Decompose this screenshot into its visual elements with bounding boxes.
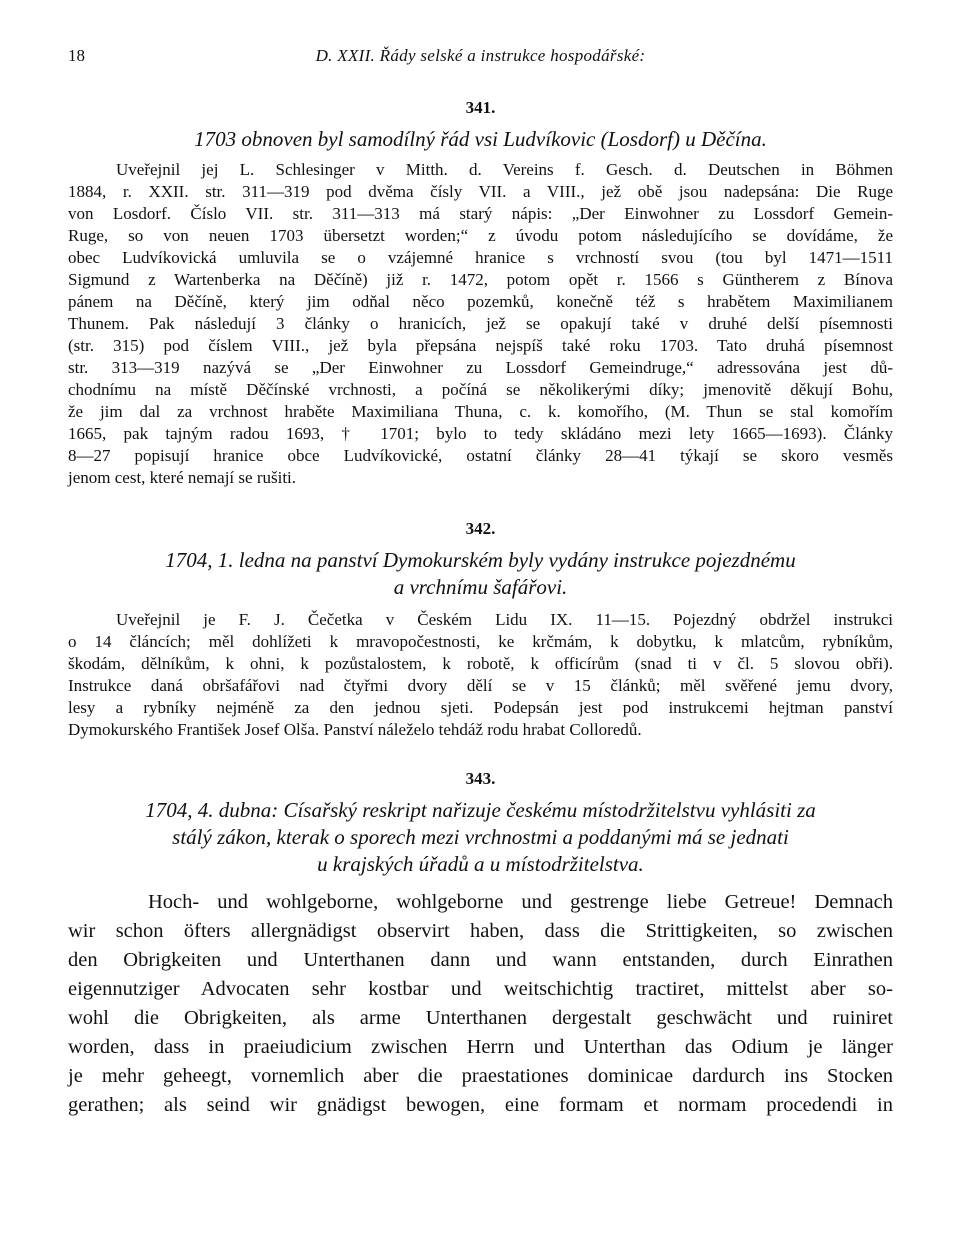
body-line: pánem na Děčíně, který jim odňal něco pozemků, konečně též s hrabětem Maximilianem — [68, 292, 893, 311]
body-line: Hoch- und wohlgeborne, wohlgeborne und gestrenge liebe Getreue! Demnach — [148, 891, 893, 913]
section-title — [68, 547, 893, 601]
page-number: 18 — [68, 46, 85, 65]
body-line: škodám, dělníkům, k ohni, k pozůstalostem, k robotě, k officírům (snad ti v čl. 5 slovou obři). — [68, 654, 893, 673]
body-line: str. 313—319 nazývá se „Der Einwohner zu Lossdorf Gemeindruge,“ adressována jest dů- — [68, 358, 893, 377]
body-line: den Obrigkeiten und Unterthanen dann und wann entstanden, durch Einrathen — [68, 949, 893, 971]
section-title — [68, 797, 893, 878]
body-line: wohl die Obrigkeiten, als arme Unterthanen dergestalt geschwächt und ruiniret — [68, 1007, 893, 1029]
body-line: 1884, r. XXII. str. 311—319 pod dvěma čísly VII. a VIII., jež obě jsou nadepsána: Die Ruge — [68, 182, 893, 201]
document-page — [68, 40, 893, 1120]
body-line: obec Ludvíkovická umluvila se o vzájemné hranice s vrchností svou (tou byl 1471—1511 — [68, 248, 893, 267]
body-line: gerathen; als seind wir gnädigst bewogen, eine formam et normam procedendi in — [68, 1094, 893, 1116]
running-title: D. XXII. Řády selské a instrukce hospodářské: — [315, 46, 646, 65]
body-line: eigennutziger Advocaten sehr kostbar und weitschichtig tractiret, mittelst aber so- — [68, 978, 893, 1000]
body-line: Thunem. Pak následují 3 články o hranicích, jež se opakují také v druhé delší písemnosti — [68, 314, 893, 333]
section-title — [68, 126, 893, 153]
section-number: 343. — [465, 769, 496, 788]
body-line: von Losdorf. Číslo VII. str. 311—313 má starý nápis: „Der Einwohner zu Lossdorf Gemein- — [68, 204, 893, 223]
body-line: Ruge, so von neuen 1703 übersetzt worden;“ z úvodu potom následujícího se dovídáme, že — [68, 226, 893, 245]
body-line: chodnímu na místě Děčínské vrchnosti, a počíná se několikerými díky; jmenovitě děkují Bohu, — [68, 380, 893, 399]
section-title-line: 1704, 1. ledna na panství Dymokurském byly vydány instrukce pojezdnému — [165, 548, 796, 572]
body-line: Instrukce daná obršafářovi nad čtyřmi dvory dělí se v 15 článků; měl svěřené jemu dvory, — [68, 676, 893, 695]
section-body — [68, 609, 893, 741]
body-line: o 14 článcích; měl dohlížeti k mravopočestnosti, ke krčmám, k dobytku, k mlatcům, rybníkům, — [68, 632, 893, 651]
body-line: worden, dass in praeiudicium zwischen Herrn und Unterthan das Odium je länger — [68, 1036, 893, 1058]
section-body — [68, 159, 893, 489]
body-line: že jim dal za vrchnost hraběte Maximiliana Thuna, c. k. komořího, (M. Thun se stal komořím — [68, 402, 893, 421]
body-line: lesy a rybníky nejméně za den jednou sjeti. Podepsán jest pod instrukcemi hejtman panství — [68, 698, 893, 717]
section-title-line: a vrchnímu šafářovi. — [393, 575, 568, 599]
body-line: Uveřejnil je F. J. Čečetka v Českém Lidu IX. 11—15. Pojezdný obdržel instrukci — [116, 610, 893, 629]
body-line: wir schon öfters allergnädigst observirt haben, dass die Strittigkeiten, so zwischen — [68, 920, 893, 942]
running-header — [68, 40, 893, 80]
body-line: 1665, pak tajným radou 1693, † 1701; bylo to tedy skládáno mezi lety 1665—1693). Články — [68, 424, 893, 443]
body-line: 8—27 popisují hranice obce Ludvíkovické, ostatní články 28—41 týkají se skoro vesměs — [68, 446, 893, 465]
body-line: Sigmund z Wartenberka na Děčíně) již r. 1472, potom opět r. 1566 s Güntherem z Bínova — [68, 270, 893, 289]
section-title-line: 1704, 4. dubna: Císařský reskript nařizuje českému místodržitelstvu vyhlásiti za — [145, 798, 816, 822]
body-line: je mehr geheegt, vornemlich aber die praestationes dominicae dardurch ins Stocken — [68, 1065, 893, 1087]
section-title-line: u krajských úřadů a u místodržitelstva. — [317, 852, 644, 876]
body-line: jenom cest, které nemají se rušiti. — [68, 468, 297, 487]
section-title-line: stálý zákon, kterak o sporech mezi vrchnostmi a poddanými má se jednati — [172, 825, 789, 849]
section-number: 341. — [465, 98, 496, 117]
body-line: (str. 315) pod číslem VIII., jež byla přepsána nejspíš také roku 1703. Tato druhá písemnost — [68, 336, 893, 355]
section-number: 342. — [465, 519, 496, 538]
section-title-line: 1703 obnoven byl samodílný řád vsi Ludvíkovic (Losdorf) u Děčína. — [194, 127, 767, 151]
body-line: Dymokurského František Josef Olša. Panství náleželo tehdáž rodu hrabat Colloredů. — [68, 720, 642, 739]
body-line: Uveřejnil jej L. Schlesinger v Mitth. d. Vereins f. Gesch. d. Deutschen in Böhmen — [116, 160, 893, 179]
section-body — [68, 888, 893, 1120]
